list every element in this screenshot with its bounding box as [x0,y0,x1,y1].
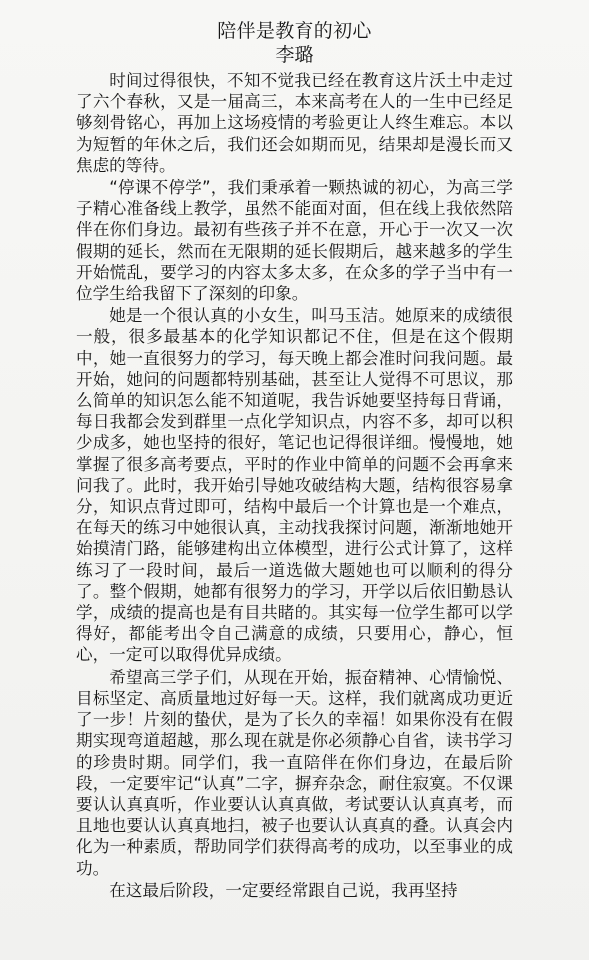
paragraph-2: “停课不停学”，我们秉承着一颗热诚的初心，为高三学子精心准备线上教学，虽然不能面对面，但在线上我依然陪伴在你们身边。最初有些孩子并不在意，开心于一次又一次假期的延长，然而在无限期的延长假期后，越来越多的学生开始慌乱，要学习的内容太多太多，在众多的学子当中有一位学生给我留下了深刻的印象。 [76,178,513,304]
paragraph-1: 时间过得很快，不知不觉我已经在教育这片沃土中走过了六个春秋，又是一届高三，本来高考在人的一生中已经足够刻骨铭心，再加上这场疫情的考验更让人终生难忘。本以为短暂的年休之后，我们还会如期而见，结果却是漫长而又焦虑的等待。 [76,71,513,175]
paragraph-4: 希望高三学子们，从现在开始，振奋精神、心情愉悦、目标坚定、高质量地过好每一天。这样，我们就离成功更近了一步！片刻的蛰伏，是为了长久的幸福！如果你没有在假期实现弯道超越，那么现在就是你必须静心自省，读书学习的珍贵时期。同学们，我一直陪伴在你们身边，在最后阶段，一定要牢记“认真”二字，摒弃杂念，耐住寂寞。不仅课要认认真真听，作业要认认真真做，考试要认认真真考，而且地也要认认真真地扫，被子也要认认真真的叠。认真会内化为一种素质，帮助同学们获得高考的成功，以至事业的成功。 [76,667,513,878]
article-author: 李璐 [275,44,314,66]
article-body [76,70,513,901]
article-title: 陪伴是教育的初心 [217,20,372,42]
paragraph-3: 她是一个很认真的小女生，叫马玉洁。她原来的成绩很一般，很多最基本的化学知识都记不住，但是在这个假期中，她一直很努力的学习，每天晚上都会准时问我问题。最开始，她问的问题都特别基础，甚至让人觉得不可思议，那么简单的知识怎么能不知道呢，我告诉她要坚持每日背诵，每日我都会发到群里一点化学知识点，内容不多，却可以积少成多，她也坚持的很好，笔记也记得很详细。慢慢地，她掌握了很多高考要点，平时的作业中简单的问题不会再拿来问我了。此时，我开始引导她攻破结构大题，结构很容易拿分，知识点背过即可，结构中最后一个计算也是一个难点，在每天的练习中她很认真，主动找我探讨问题，渐渐地她开始摸清门路，能够建构出立体模型，进行公式计算了，这样练习了一段时间，最后一道选做大题她也可以顺利的得分了。整个假期，她都有很努力的学习，开学以后依旧勤恳认学，成绩的提高也是有目共睹的。其实每一位学生都可以学得好，都能考出令自己满意的成绩，只要用心，静心，恒心，一定可以取得优异成绩。 [76,306,513,665]
paragraph-5-partial: 在这最后阶段，一定要经常跟自己说，我再坚持 [109,880,458,900]
